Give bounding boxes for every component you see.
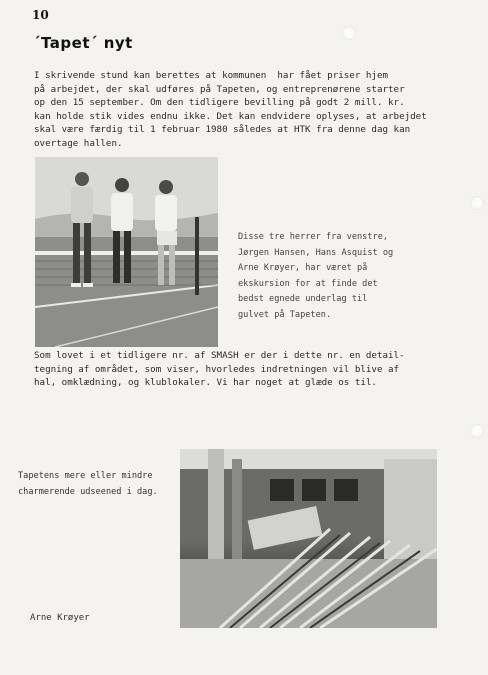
photo1-caption: Disse tre herrer fra venstre, Jørgen Hansen, Hans Asquist og Arne Krøyer, har været på ekskursion for at finde det bedst egnede underlag til gulvet på Tapeten. (238, 232, 394, 320)
punch-hole-top (342, 26, 356, 40)
intro-paragraph: I skrivende stund kan berettes at kommunen har fået priser hjem på arbejdet, der skal udføres på Tapeten, og entreprenørene starter op den 15 september. Om den tidligere bevilling på godt 2 mill. kr. kan holde stik vides endnu ikke. Det kan endvidere oplyses, at arbejdet skal være færdig til 1 februar 1980 således at HTK fra denne dag kan overtage hallen. (34, 70, 427, 149)
article-title: ´Tapet´ nyt (33, 34, 133, 52)
photo2-caption: Tapetens mere eller mindre charmerende udseened i dag. (18, 471, 158, 497)
author-signature: Arne Krøyer (30, 613, 90, 623)
punch-hole-bottom (470, 424, 484, 438)
detail-paragraph: Som lovet i et tidligere nr. af SMASH er der i dette nr. en detail- tegning af området, som viser, hvorledes indretningen vil blive af hal, omklædning, og klublokaler. Vi har noget at glæde os til. (34, 350, 405, 389)
punch-hole-middle (470, 196, 484, 210)
tennis-court-photo (35, 157, 218, 347)
page-number: 10 (32, 8, 49, 22)
hall-interior-photo (180, 449, 437, 628)
hall-interior-illustration (180, 449, 437, 628)
tennis-court-illustration (35, 157, 218, 347)
